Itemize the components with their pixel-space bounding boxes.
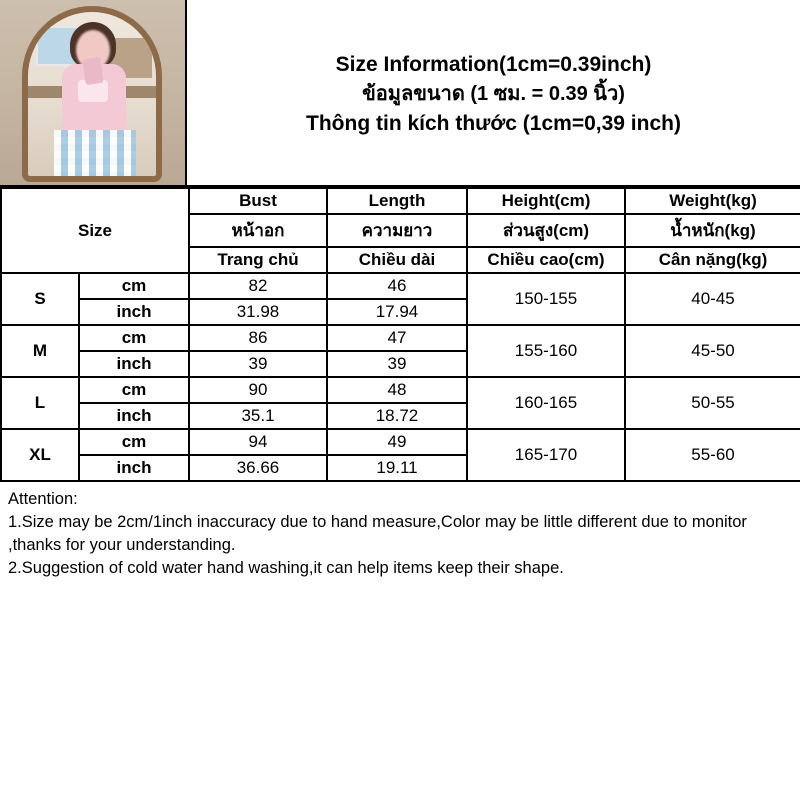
- mirror-frame: [22, 6, 162, 182]
- height-s: 150-155: [467, 273, 625, 325]
- length-inch-xl: 19.11: [327, 455, 467, 481]
- header-band: [0, 0, 800, 187]
- col-height-en: Height(cm): [467, 188, 625, 214]
- col-weight-vi: Cân nặng(kg): [625, 247, 800, 273]
- size-table: [0, 187, 800, 482]
- title-block: [187, 0, 800, 185]
- bust-cm-xl: 94: [189, 429, 327, 455]
- height-l: 160-165: [467, 377, 625, 429]
- col-weight-en: Weight(kg): [625, 188, 800, 214]
- product-photo: [0, 0, 187, 185]
- height-m: 155-160: [467, 325, 625, 377]
- bust-inch-l: 35.1: [189, 403, 327, 429]
- bust-inch-s: 31.98: [189, 299, 327, 325]
- unit-inch-m: inch: [79, 351, 189, 377]
- col-bust-vi: Trang chủ: [189, 247, 327, 273]
- unit-inch-xl: inch: [79, 455, 189, 481]
- table-row: [1, 429, 800, 455]
- unit-cm-xl: cm: [79, 429, 189, 455]
- length-cm-s: 46: [327, 273, 467, 299]
- attention-line-1: 1.Size may be 2cm/1inch inaccuracy due to hand measure,Color may be little different due to monitor ,thanks for your understanding.: [8, 512, 747, 554]
- bust-cm-m: 86: [189, 325, 327, 351]
- attention-line-2: 2.Suggestion of cold water hand washing,it can help items keep their shape.: [8, 559, 564, 578]
- table-header-row-en: [1, 188, 800, 214]
- row-size-s: S: [1, 273, 79, 325]
- col-length-en: Length: [327, 188, 467, 214]
- unit-cm-s: cm: [79, 273, 189, 299]
- weight-s: 40-45: [625, 273, 800, 325]
- col-bust-en: Bust: [189, 188, 327, 214]
- table-row: [1, 325, 800, 351]
- length-inch-s: 17.94: [327, 299, 467, 325]
- title-thai: ข้อมูลขนาด (1 ซม. = 0.39 นิ้ว): [362, 83, 625, 105]
- bust-cm-s: 82: [189, 273, 327, 299]
- unit-cm-m: cm: [79, 325, 189, 351]
- bust-inch-xl: 36.66: [189, 455, 327, 481]
- col-height-vi: Chiều cao(cm): [467, 247, 625, 273]
- length-cm-l: 48: [327, 377, 467, 403]
- weight-m: 45-50: [625, 325, 800, 377]
- length-cm-m: 47: [327, 325, 467, 351]
- weight-l: 50-55: [625, 377, 800, 429]
- unit-inch-l: inch: [79, 403, 189, 429]
- model-skirt: [54, 130, 136, 182]
- bust-inch-m: 39: [189, 351, 327, 377]
- row-size-m: M: [1, 325, 79, 377]
- height-xl: 165-170: [467, 429, 625, 481]
- row-size-xl: XL: [1, 429, 79, 481]
- length-cm-xl: 49: [327, 429, 467, 455]
- bust-cm-l: 90: [189, 377, 327, 403]
- col-length-th: ความยาว: [327, 214, 467, 247]
- length-inch-l: 18.72: [327, 403, 467, 429]
- col-length-vi: Chiều dài: [327, 247, 467, 273]
- table-row: [1, 273, 800, 299]
- col-weight-th: น้ำหนัก(kg): [625, 214, 800, 247]
- title-vietnamese: Thông tin kích thước (1cm=0,39 inch): [306, 112, 681, 135]
- col-height-th: ส่วนสูง(cm): [467, 214, 625, 247]
- attention-block: [0, 482, 800, 588]
- unit-inch-s: inch: [79, 299, 189, 325]
- row-size-l: L: [1, 377, 79, 429]
- phone-icon: [82, 57, 103, 85]
- unit-cm-l: cm: [79, 377, 189, 403]
- title-english: Size Information(1cm=0.39inch): [335, 52, 652, 76]
- weight-xl: 55-60: [625, 429, 800, 481]
- col-bust-th: หน้าอก: [189, 214, 327, 247]
- size-header-cell: Size: [1, 188, 189, 273]
- attention-heading: Attention:: [8, 490, 78, 508]
- table-row: [1, 377, 800, 403]
- length-inch-m: 39: [327, 351, 467, 377]
